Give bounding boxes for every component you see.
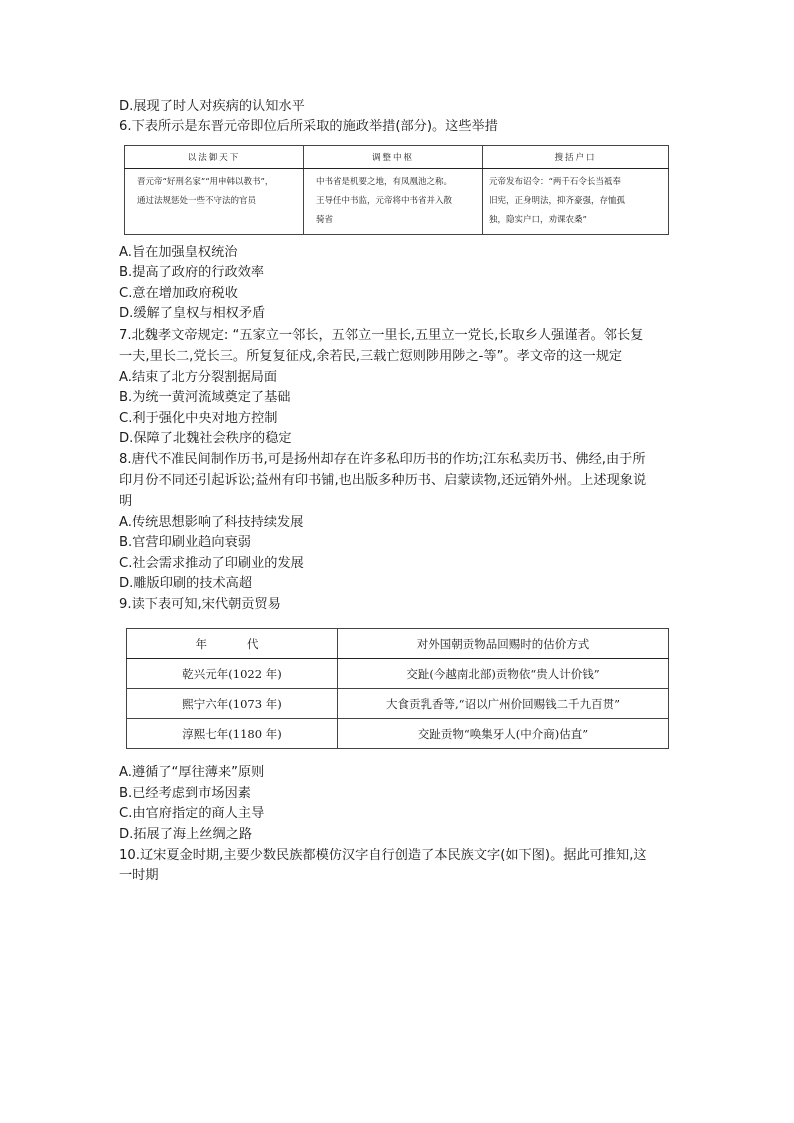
q9-option-a: A.遵循了“厚往薄来”原则 <box>119 765 265 780</box>
table-cell: 大食贡乳香等,“诏以广州价回赐钱二千九百贯” <box>338 689 669 719</box>
q8-option-b: B.官营印刷业趋向衰弱 <box>119 535 251 550</box>
table-cell <box>304 169 483 235</box>
q7-stem-line1: 7.北魏孝文帝规定: “五家立一邻长，五邻立一里长,五里立一党长,长取乡人强谨者。邻长复 <box>119 328 644 343</box>
table-row <box>127 659 669 689</box>
cell-line: 王导任中书监，元帝将中书省并入散 <box>316 196 453 206</box>
q8-stem-line1: 8.唐代不准民间制作历书,可是扬州却存在许多私印历书的作坊;江东私卖历书、佛经,由于所 <box>119 452 646 467</box>
q8-option-a: A.传统思想影响了科技持续发展 <box>119 515 304 530</box>
q6-measures-table <box>124 145 669 235</box>
q7-option-d: D.保障了北魏社会秩序的稳定 <box>119 431 292 446</box>
q9-stem: 9.读下表可知,宋代朝贡贸易 <box>119 597 281 612</box>
q6-option-d: D.缓解了皇权与相权矛盾 <box>119 306 266 321</box>
q6-option-c: C.意在增加政府税收 <box>119 286 238 301</box>
q7-stem-line2: 一夫,里长二,党长三。所复复征戍,余若民,三载亡愆则陟用陟之-等”。孝文帝的这一规定 <box>119 349 623 364</box>
q6-stem: 6.下表所示是东晋元帝即位后所采取的施政举措(部分)。这些举措 <box>119 119 498 134</box>
q5-option-d: D.展现了时人对疾病的认知水平 <box>119 99 305 114</box>
table-cell <box>125 169 304 235</box>
table-header-cell: 以法御天下 <box>125 146 304 169</box>
q10-stem-line2: 一时期 <box>119 868 159 883</box>
table-cell <box>483 169 669 235</box>
table-header-cell: 年代 <box>127 629 338 659</box>
cell-line: 元帝发布诏令：“两千石令长当祗奉 <box>489 177 621 187</box>
q9-option-d: D.拓展了海上丝绸之路 <box>119 827 253 842</box>
table-cell: 熙宁六年(1073 年) <box>127 689 338 719</box>
q8-stem-line2: 印月份不同还引起诉讼;益州有印书铺,也出版多种历书、启蒙读物,还远销外州。上述现象说 <box>119 473 647 488</box>
cell-line: 骑省 <box>316 215 334 225</box>
q9-option-b: B.已经考虑到市场因素 <box>119 786 251 801</box>
cell-line: 独，隐实户口，劝课农桑” <box>489 215 587 225</box>
q8-option-d: D.雕版印刷的技术高超 <box>119 576 253 591</box>
cell-line: 中书省是机要之地，有凤凰池之称。 <box>316 177 453 187</box>
table-header-cell: 调整中枢 <box>304 146 483 169</box>
q10-stem-line1: 10.辽宋夏金时期,主要少数民族都模仿汉字自行创造了本民族文字(如下图)。据此可推知,这 <box>119 848 647 863</box>
q7-option-b: B.为统一黄河流域奠定了基础 <box>119 390 291 405</box>
q7-option-c: C.利于强化中央对地方控制 <box>119 411 278 426</box>
cell-line: 晋元帝“好刑名家”“用申韩以教书”， <box>137 177 274 187</box>
table-header-cell: 对外国朝贡物品回赐时的估价方式 <box>338 629 669 659</box>
table-row <box>127 719 669 749</box>
cell-line: 旧宪，正身明法，抑齐豪强，存恤孤 <box>489 196 626 206</box>
cell-line: 通过法规惩处一些不守法的官员 <box>137 196 257 206</box>
q7-option-a: A.结束了北方分裂割据局面 <box>119 370 278 385</box>
table-header-row <box>127 629 669 659</box>
table-cell: 交趾(今越南北部)贡物依“贵人计价钱” <box>338 659 669 689</box>
q8-option-c: C.社会需求推动了印刷业的发展 <box>119 556 304 571</box>
q9-song-tribute-table <box>126 628 669 749</box>
table-header-row <box>125 146 669 169</box>
table-row <box>127 689 669 719</box>
table-cell: 淳熙七年(1180 年) <box>127 719 338 749</box>
table-row <box>125 169 669 235</box>
q8-stem-line3: 明 <box>119 494 133 509</box>
table-header-cell: 搜括户口 <box>483 146 669 169</box>
table-cell: 交趾贡物“唤集牙人(中介商)估直” <box>338 719 669 749</box>
table-cell: 乾兴元年(1022 年) <box>127 659 338 689</box>
q9-option-c: C.由官府指定的商人主导 <box>119 806 265 821</box>
q6-option-a: A.旨在加强皇权统治 <box>119 245 238 260</box>
q6-option-b: B.提高了政府的行政效率 <box>119 265 265 280</box>
